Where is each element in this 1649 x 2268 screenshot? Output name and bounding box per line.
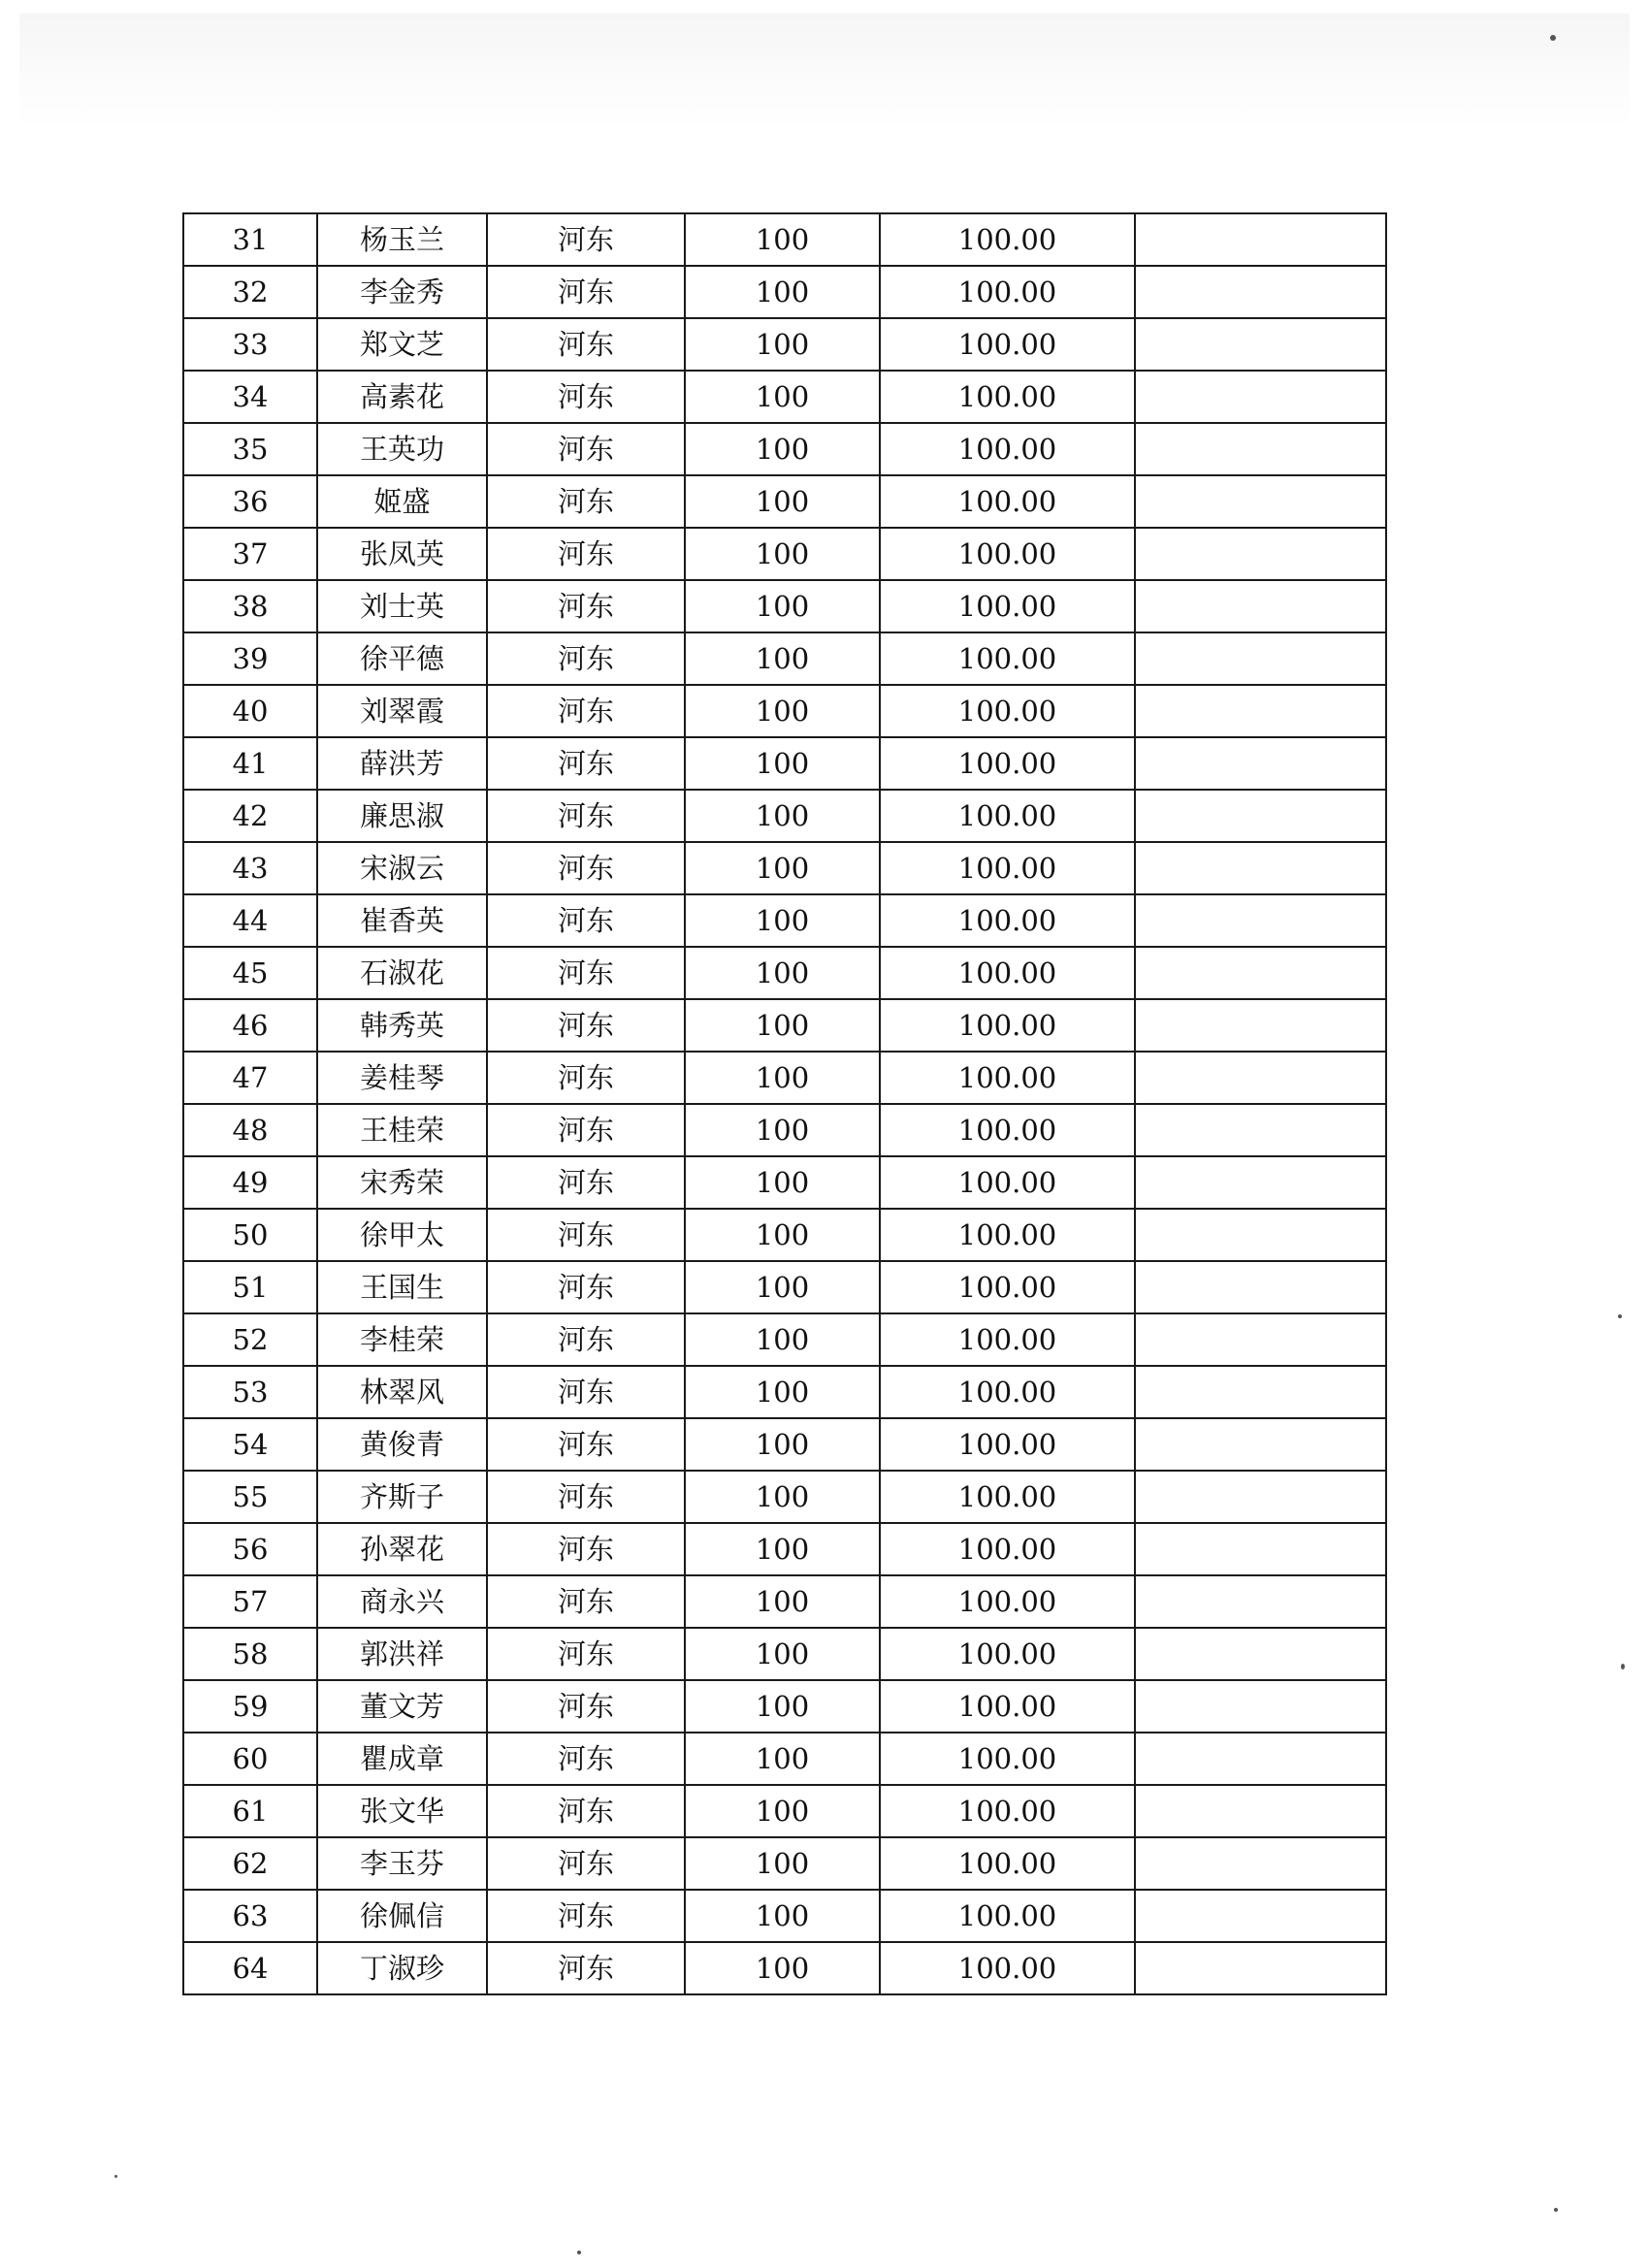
scan-speck — [1554, 2208, 1558, 2212]
amount-cell: 100.00 — [880, 1104, 1135, 1156]
note-cell — [1135, 528, 1386, 580]
row-index-cell: 32 — [183, 266, 317, 318]
note-cell — [1135, 1523, 1386, 1575]
row-index-cell: 37 — [183, 528, 317, 580]
area-cell: 河东 — [487, 528, 685, 580]
note-cell — [1135, 1366, 1386, 1418]
amount-cell: 100.00 — [880, 1837, 1135, 1890]
table-row — [183, 685, 1386, 737]
note-cell — [1135, 1837, 1386, 1890]
area-cell: 河东 — [487, 1471, 685, 1523]
name-cell: 廉思淑 — [317, 790, 487, 842]
note-cell — [1135, 1052, 1386, 1104]
row-index-cell: 61 — [183, 1785, 317, 1837]
row-index-cell: 56 — [183, 1523, 317, 1575]
note-cell — [1135, 632, 1386, 685]
note-cell — [1135, 1104, 1386, 1156]
standard-cell: 100 — [685, 1628, 880, 1680]
standard-cell: 100 — [685, 737, 880, 790]
area-cell: 河东 — [487, 1313, 685, 1366]
area-cell: 河东 — [487, 371, 685, 423]
note-cell — [1135, 1313, 1386, 1366]
name-cell: 薛洪芳 — [317, 737, 487, 790]
note-cell — [1135, 1418, 1386, 1471]
row-index-cell: 58 — [183, 1628, 317, 1680]
row-index-cell: 53 — [183, 1366, 317, 1418]
note-cell — [1135, 1890, 1386, 1942]
amount-cell: 100.00 — [880, 1471, 1135, 1523]
scan-speck — [1550, 35, 1556, 41]
row-index-cell: 36 — [183, 475, 317, 528]
name-cell: 郭洪祥 — [317, 1628, 487, 1680]
note-cell — [1135, 1733, 1386, 1785]
row-index-cell: 62 — [183, 1837, 317, 1890]
roster-table-body — [183, 213, 1386, 1994]
table-row — [183, 423, 1386, 475]
note-cell — [1135, 1680, 1386, 1733]
standard-cell: 100 — [685, 1680, 880, 1733]
table-row — [183, 528, 1386, 580]
table-row — [183, 790, 1386, 842]
table-row — [183, 1366, 1386, 1418]
area-cell: 河东 — [487, 1156, 685, 1209]
table-row — [183, 1890, 1386, 1942]
amount-cell: 100.00 — [880, 475, 1135, 528]
note-cell — [1135, 842, 1386, 894]
row-index-cell: 63 — [183, 1890, 317, 1942]
area-cell: 河东 — [487, 213, 685, 266]
name-cell: 杨玉兰 — [317, 213, 487, 266]
amount-cell: 100.00 — [880, 266, 1135, 318]
name-cell: 高素花 — [317, 371, 487, 423]
standard-cell: 100 — [685, 1261, 880, 1313]
amount-cell: 100.00 — [880, 632, 1135, 685]
note-cell — [1135, 737, 1386, 790]
table-row — [183, 737, 1386, 790]
standard-cell: 100 — [685, 1785, 880, 1837]
amount-cell: 100.00 — [880, 1733, 1135, 1785]
area-cell: 河东 — [487, 1366, 685, 1418]
note-cell — [1135, 213, 1386, 266]
table-row — [183, 1313, 1386, 1366]
standard-cell: 100 — [685, 318, 880, 371]
name-cell: 徐佩信 — [317, 1890, 487, 1942]
standard-cell: 100 — [685, 1575, 880, 1628]
row-index-cell: 31 — [183, 213, 317, 266]
note-cell — [1135, 423, 1386, 475]
note-cell — [1135, 1942, 1386, 1994]
area-cell: 河东 — [487, 1418, 685, 1471]
row-index-cell: 59 — [183, 1680, 317, 1733]
standard-cell: 100 — [685, 1890, 880, 1942]
area-cell: 河东 — [487, 1942, 685, 1994]
standard-cell: 100 — [685, 1418, 880, 1471]
table-row — [183, 1680, 1386, 1733]
name-cell: 王英功 — [317, 423, 487, 475]
name-cell: 刘翠霞 — [317, 685, 487, 737]
standard-cell: 100 — [685, 1104, 880, 1156]
standard-cell: 100 — [685, 528, 880, 580]
amount-cell: 100.00 — [880, 1366, 1135, 1418]
scan-shadow — [19, 14, 1630, 130]
scan-speck — [577, 2251, 581, 2254]
note-cell — [1135, 1628, 1386, 1680]
table-row — [183, 318, 1386, 371]
table-row — [183, 1052, 1386, 1104]
area-cell: 河东 — [487, 1785, 685, 1837]
row-index-cell: 45 — [183, 947, 317, 999]
table-row — [183, 632, 1386, 685]
table-row — [183, 947, 1386, 999]
note-cell — [1135, 1575, 1386, 1628]
area-cell: 河东 — [487, 266, 685, 318]
name-cell: 姜桂琴 — [317, 1052, 487, 1104]
name-cell: 姬盛 — [317, 475, 487, 528]
amount-cell: 100.00 — [880, 894, 1135, 947]
name-cell: 刘士英 — [317, 580, 487, 632]
scan-speck — [114, 2175, 117, 2178]
name-cell: 瞿成章 — [317, 1733, 487, 1785]
note-cell — [1135, 685, 1386, 737]
standard-cell: 100 — [685, 1837, 880, 1890]
name-cell: 崔香英 — [317, 894, 487, 947]
standard-cell: 100 — [685, 1942, 880, 1994]
area-cell: 河东 — [487, 580, 685, 632]
area-cell: 河东 — [487, 1575, 685, 1628]
area-cell: 河东 — [487, 632, 685, 685]
standard-cell: 100 — [685, 1156, 880, 1209]
area-cell: 河东 — [487, 1733, 685, 1785]
standard-cell: 100 — [685, 475, 880, 528]
standard-cell: 100 — [685, 894, 880, 947]
amount-cell: 100.00 — [880, 1156, 1135, 1209]
note-cell — [1135, 371, 1386, 423]
amount-cell: 100.00 — [880, 737, 1135, 790]
area-cell: 河东 — [487, 1523, 685, 1575]
amount-cell: 100.00 — [880, 1418, 1135, 1471]
table-row — [183, 1418, 1386, 1471]
name-cell: 宋秀荣 — [317, 1156, 487, 1209]
amount-cell: 100.00 — [880, 1942, 1135, 1994]
name-cell: 董文芳 — [317, 1680, 487, 1733]
name-cell: 李玉芬 — [317, 1837, 487, 1890]
amount-cell: 100.00 — [880, 1052, 1135, 1104]
standard-cell: 100 — [685, 1313, 880, 1366]
name-cell: 徐平德 — [317, 632, 487, 685]
table-row — [183, 1785, 1386, 1837]
name-cell: 张文华 — [317, 1785, 487, 1837]
row-index-cell: 52 — [183, 1313, 317, 1366]
table-row — [183, 1837, 1386, 1890]
amount-cell: 100.00 — [880, 1261, 1135, 1313]
table-row — [183, 1104, 1386, 1156]
table-row — [183, 1628, 1386, 1680]
note-cell — [1135, 475, 1386, 528]
standard-cell: 100 — [685, 842, 880, 894]
amount-cell: 100.00 — [880, 685, 1135, 737]
amount-cell: 100.00 — [880, 1313, 1135, 1366]
row-index-cell: 43 — [183, 842, 317, 894]
note-cell — [1135, 947, 1386, 999]
row-index-cell: 38 — [183, 580, 317, 632]
area-cell: 河东 — [487, 947, 685, 999]
amount-cell: 100.00 — [880, 580, 1135, 632]
standard-cell: 100 — [685, 1523, 880, 1575]
row-index-cell: 33 — [183, 318, 317, 371]
row-index-cell: 55 — [183, 1471, 317, 1523]
name-cell: 张凤英 — [317, 528, 487, 580]
amount-cell: 100.00 — [880, 1680, 1135, 1733]
amount-cell: 100.00 — [880, 213, 1135, 266]
table-row — [183, 999, 1386, 1052]
row-index-cell: 60 — [183, 1733, 317, 1785]
standard-cell: 100 — [685, 1052, 880, 1104]
amount-cell: 100.00 — [880, 999, 1135, 1052]
amount-cell: 100.00 — [880, 1523, 1135, 1575]
table-row — [183, 475, 1386, 528]
name-cell: 商永兴 — [317, 1575, 487, 1628]
standard-cell: 100 — [685, 790, 880, 842]
note-cell — [1135, 1785, 1386, 1837]
table-row — [183, 894, 1386, 947]
name-cell: 王国生 — [317, 1261, 487, 1313]
standard-cell: 100 — [685, 632, 880, 685]
area-cell: 河东 — [487, 318, 685, 371]
table-row — [183, 580, 1386, 632]
amount-cell: 100.00 — [880, 371, 1135, 423]
area-cell: 河东 — [487, 423, 685, 475]
amount-cell: 100.00 — [880, 1890, 1135, 1942]
name-cell: 石淑花 — [317, 947, 487, 999]
table-row — [183, 1942, 1386, 1994]
row-index-cell: 54 — [183, 1418, 317, 1471]
area-cell: 河东 — [487, 1052, 685, 1104]
table-row — [183, 1261, 1386, 1313]
area-cell: 河东 — [487, 1628, 685, 1680]
area-cell: 河东 — [487, 1837, 685, 1890]
row-index-cell: 51 — [183, 1261, 317, 1313]
area-cell: 河东 — [487, 1261, 685, 1313]
name-cell: 李桂荣 — [317, 1313, 487, 1366]
table-row — [183, 1209, 1386, 1261]
amount-cell: 100.00 — [880, 1628, 1135, 1680]
note-cell — [1135, 894, 1386, 947]
standard-cell: 100 — [685, 1733, 880, 1785]
area-cell: 河东 — [487, 475, 685, 528]
amount-cell: 100.00 — [880, 790, 1135, 842]
standard-cell: 100 — [685, 1209, 880, 1261]
note-cell — [1135, 318, 1386, 371]
table-row — [183, 1156, 1386, 1209]
standard-cell: 100 — [685, 580, 880, 632]
row-index-cell: 34 — [183, 371, 317, 423]
scan-speck — [1621, 1664, 1625, 1669]
amount-cell: 100.00 — [880, 947, 1135, 999]
standard-cell: 100 — [685, 266, 880, 318]
standard-cell: 100 — [685, 1471, 880, 1523]
name-cell: 宋淑云 — [317, 842, 487, 894]
amount-cell: 100.00 — [880, 423, 1135, 475]
area-cell: 河东 — [487, 1104, 685, 1156]
area-cell: 河东 — [487, 894, 685, 947]
area-cell: 河东 — [487, 1890, 685, 1942]
row-index-cell: 47 — [183, 1052, 317, 1104]
amount-cell: 100.00 — [880, 1785, 1135, 1837]
area-cell: 河东 — [487, 737, 685, 790]
amount-cell: 100.00 — [880, 842, 1135, 894]
row-index-cell: 41 — [183, 737, 317, 790]
standard-cell: 100 — [685, 685, 880, 737]
name-cell: 韩秀英 — [317, 999, 487, 1052]
standard-cell: 100 — [685, 423, 880, 475]
area-cell: 河东 — [487, 842, 685, 894]
amount-cell: 100.00 — [880, 1575, 1135, 1628]
name-cell: 李金秀 — [317, 266, 487, 318]
standard-cell: 100 — [685, 947, 880, 999]
note-cell — [1135, 1156, 1386, 1209]
table-row — [183, 1471, 1386, 1523]
row-index-cell: 57 — [183, 1575, 317, 1628]
standard-cell: 100 — [685, 1366, 880, 1418]
note-cell — [1135, 1209, 1386, 1261]
table-row — [183, 371, 1386, 423]
area-cell: 河东 — [487, 999, 685, 1052]
amount-cell: 100.00 — [880, 528, 1135, 580]
row-index-cell: 39 — [183, 632, 317, 685]
name-cell: 黄俊青 — [317, 1418, 487, 1471]
row-index-cell: 64 — [183, 1942, 317, 1994]
name-cell: 徐甲太 — [317, 1209, 487, 1261]
area-cell: 河东 — [487, 1209, 685, 1261]
name-cell: 林翠风 — [317, 1366, 487, 1418]
area-cell: 河东 — [487, 685, 685, 737]
area-cell: 河东 — [487, 790, 685, 842]
area-cell: 河东 — [487, 1680, 685, 1733]
table-row — [183, 1575, 1386, 1628]
row-index-cell: 44 — [183, 894, 317, 947]
row-index-cell: 42 — [183, 790, 317, 842]
note-cell — [1135, 266, 1386, 318]
name-cell: 王桂荣 — [317, 1104, 487, 1156]
standard-cell: 100 — [685, 213, 880, 266]
note-cell — [1135, 1261, 1386, 1313]
name-cell: 丁淑珍 — [317, 1942, 487, 1994]
row-index-cell: 48 — [183, 1104, 317, 1156]
row-index-cell: 50 — [183, 1209, 317, 1261]
standard-cell: 100 — [685, 999, 880, 1052]
table-row — [183, 266, 1386, 318]
table-row — [183, 1523, 1386, 1575]
amount-cell: 100.00 — [880, 318, 1135, 371]
roster-table — [182, 212, 1387, 1995]
note-cell — [1135, 790, 1386, 842]
name-cell: 郑文芝 — [317, 318, 487, 371]
amount-cell: 100.00 — [880, 1209, 1135, 1261]
row-index-cell: 49 — [183, 1156, 317, 1209]
table-row — [183, 1733, 1386, 1785]
note-cell — [1135, 1471, 1386, 1523]
table-row — [183, 842, 1386, 894]
row-index-cell: 46 — [183, 999, 317, 1052]
note-cell — [1135, 999, 1386, 1052]
row-index-cell: 35 — [183, 423, 317, 475]
table-row — [183, 213, 1386, 266]
standard-cell: 100 — [685, 371, 880, 423]
name-cell: 孙翠花 — [317, 1523, 487, 1575]
name-cell: 齐斯子 — [317, 1471, 487, 1523]
note-cell — [1135, 580, 1386, 632]
scan-speck — [1618, 1314, 1622, 1318]
row-index-cell: 40 — [183, 685, 317, 737]
